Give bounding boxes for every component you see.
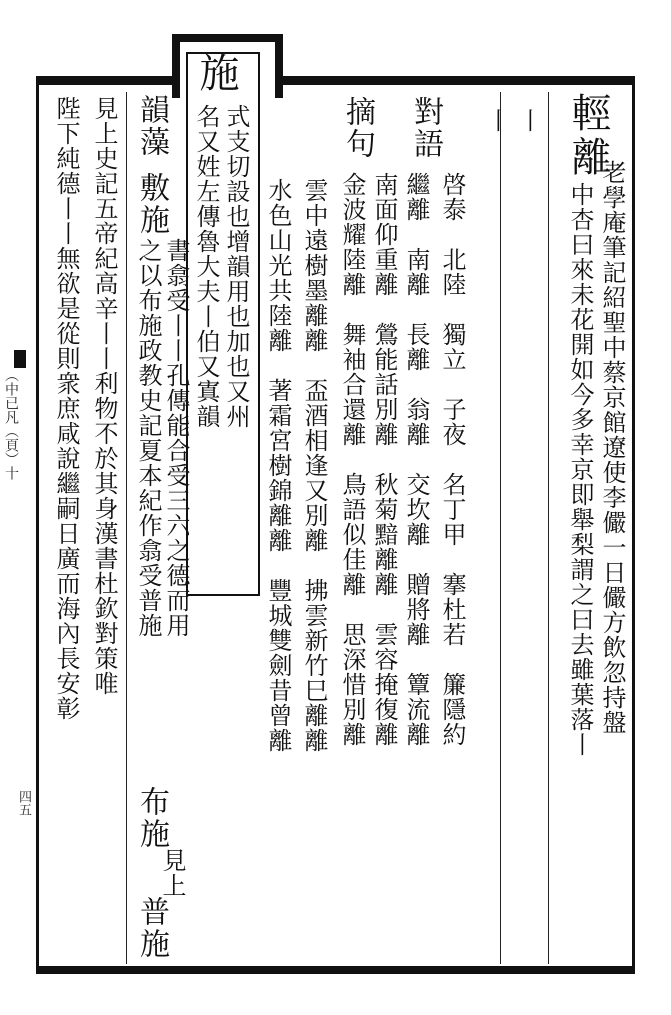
entry-heading-pushi: 普施	[134, 896, 169, 960]
frame-right-border	[632, 76, 635, 974]
headword-qingli: 輕離	[565, 92, 611, 180]
text-line: 見上	[158, 848, 186, 898]
frame-left-border	[36, 76, 39, 974]
text-line: 中杏曰來未花開如今多幸京即舉梨謂之曰去雖葉落丨	[566, 182, 594, 757]
text-line: 書翕受丨丨孔傳能合受三六之德而用	[162, 238, 190, 638]
ditto-mark: 丨	[514, 108, 542, 133]
text-line: 名又姓左傳魯大夫丨伯又寘韻	[192, 104, 220, 429]
column-rule	[126, 92, 127, 964]
text-line: 陛下純德丨丨無欲是從則衆庶咸說繼嗣日廣而海內長安彰	[52, 96, 80, 721]
text-line: 繼離 南離 長離 翁離 交坎離 贈將離 簟流離	[402, 172, 430, 747]
frame-bottom-border	[36, 966, 635, 974]
section-heading-zhaiju: 摘句	[340, 96, 375, 160]
text-line: 雲中遠樹墨離離 盃酒相逢又別離 拂雲新竹巳離離	[300, 178, 328, 753]
ditto-mark: 丨	[482, 108, 510, 133]
text-line: 啓泰 北陸 獨立 子夜 名丁甲 搴杜若 簾隱約	[438, 172, 466, 747]
entry-heading-fushi: 敷施	[134, 172, 169, 236]
headword-shi: 施	[193, 52, 239, 96]
frame-top-border	[36, 76, 635, 85]
margin-mark	[14, 350, 26, 368]
text-line: 見上史記五帝紀高辛丨丨利物不於其身漢書杜欽對策唯	[90, 96, 118, 696]
entry-heading-bushi: 布施	[134, 786, 169, 850]
text-line: 老學庵筆記紹聖中蔡京館遼使李儼一日儼方飲忽持盤	[598, 160, 626, 735]
text-line: 式支切設也增韻用也加也又州	[222, 104, 250, 429]
column-rule	[548, 92, 549, 964]
margin-note: （中已凡（頁）十	[3, 368, 19, 480]
page-folio: 四五	[16, 790, 31, 816]
text-line: 金波耀陸離 舞袖合還離 鳥語似佳離 思深惜別離	[338, 172, 366, 747]
section-heading-duiyu: 對語	[408, 96, 443, 160]
text-line: 南面仰重離 鶯能話別離 秋菊黯離離 雲容掩復離	[370, 172, 398, 747]
text-line: 之以布施政教史記夏本紀作翕受普施	[134, 238, 162, 638]
column-rule	[500, 92, 501, 964]
text-line: 水色山光共陸離 著霜宮樹錦離離 豐城雙劍昔曾離	[264, 178, 292, 753]
section-heading-yunzao: 韻藻	[134, 94, 169, 158]
